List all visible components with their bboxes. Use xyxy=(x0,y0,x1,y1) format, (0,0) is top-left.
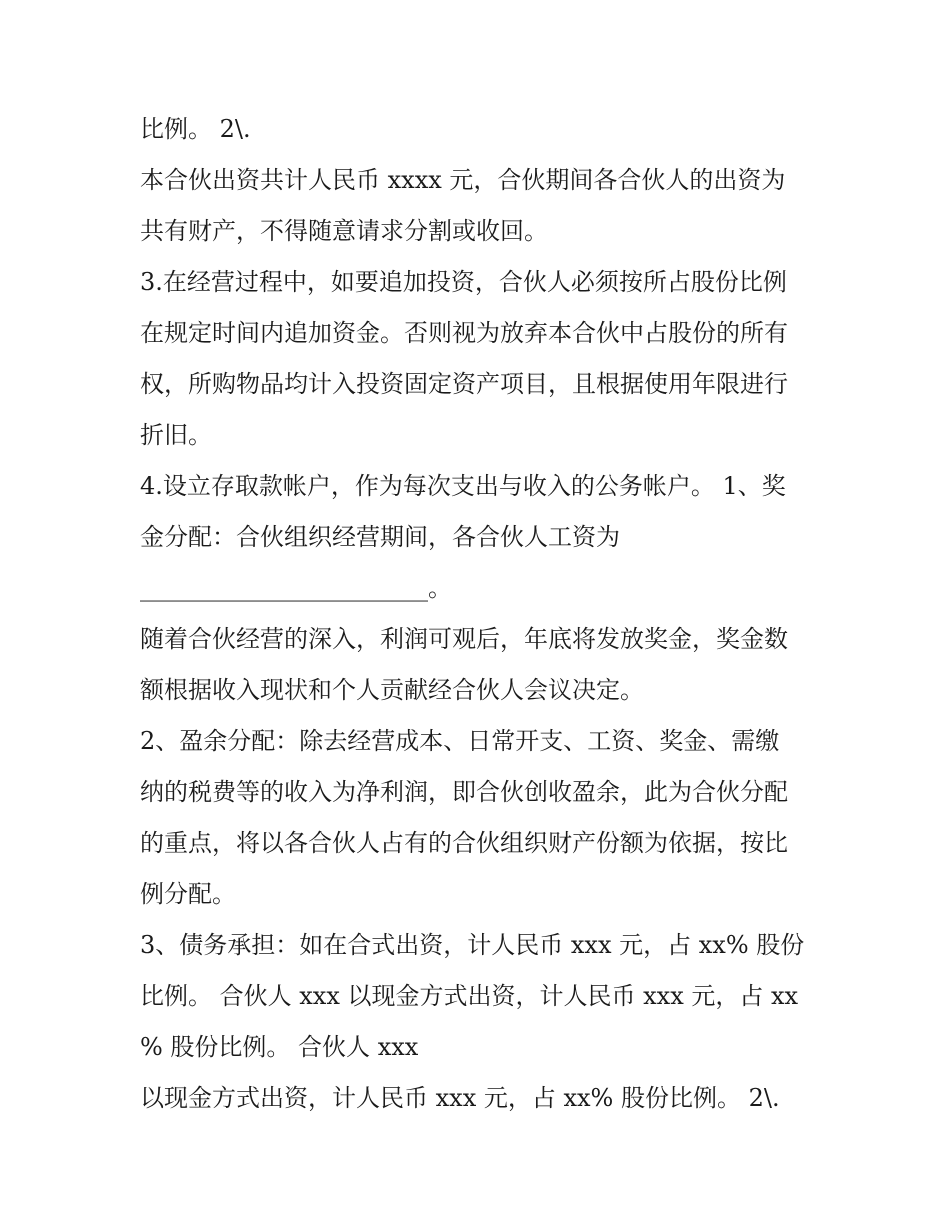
text-line: 权，所购物品均计入投资固定资产项目，且根据使用年限进行 xyxy=(140,370,788,398)
text-line: 本合伙出资共计人民币 xxxx 元，合伙期间各合伙人的出资为 xyxy=(140,166,786,194)
text-line: 纳的税费等的收入为净利润，即合伙创收盈余，此为合伙分配 xyxy=(140,778,788,806)
text-line: 4.设立存取款帐户，作为每次支出与收入的公务帐户。 1、奖 xyxy=(140,472,786,500)
text-line: 折旧。 xyxy=(140,421,212,449)
text-line: 以现金方式出资，计人民币 xxx 元，占 xx% 股份比例。 2\. xyxy=(140,1084,780,1112)
text-line: 2、盈余分配：除去经营成本、日常开支、工资、奖金、需缴 xyxy=(140,727,780,755)
blank-fill-line: ________________________。 xyxy=(140,574,452,602)
text-line: 在规定时间内追加资金。否则视为放弃本合伙中占股份的所有 xyxy=(140,319,788,347)
text-line: 比例。 2\. xyxy=(140,115,251,143)
text-line: 3、债务承担：如在合式出资，计人民币 xxx 元，占 xx% 股份 xyxy=(140,931,805,959)
text-line: 金分配：合伙组织经营期间，各合伙人工资为 xyxy=(140,523,620,551)
text-line: 的重点，将以各合伙人占有的合伙组织财产份额为依据，按比 xyxy=(140,829,788,857)
text-line: 3.在经营过程中，如要追加投资，合伙人必须按所占股份比例 xyxy=(140,268,787,296)
text-line: 例分配。 xyxy=(140,880,236,908)
text-line: 比例。 合伙人 xxx 以现金方式出资，计人民币 xxx 元，占 xx xyxy=(140,982,799,1010)
text-line: 随着合伙经营的深入，利润可观后，年底将发放奖金，奖金数 xyxy=(140,625,788,653)
text-line: % 股份比例。 合伙人 xxx xyxy=(140,1033,419,1061)
text-line: 共有财产，不得随意请求分割或收回。 xyxy=(140,217,548,245)
document-body xyxy=(140,104,820,1124)
text-line: 额根据收入现状和个人贡献经合伙人会议决定。 xyxy=(140,676,644,704)
